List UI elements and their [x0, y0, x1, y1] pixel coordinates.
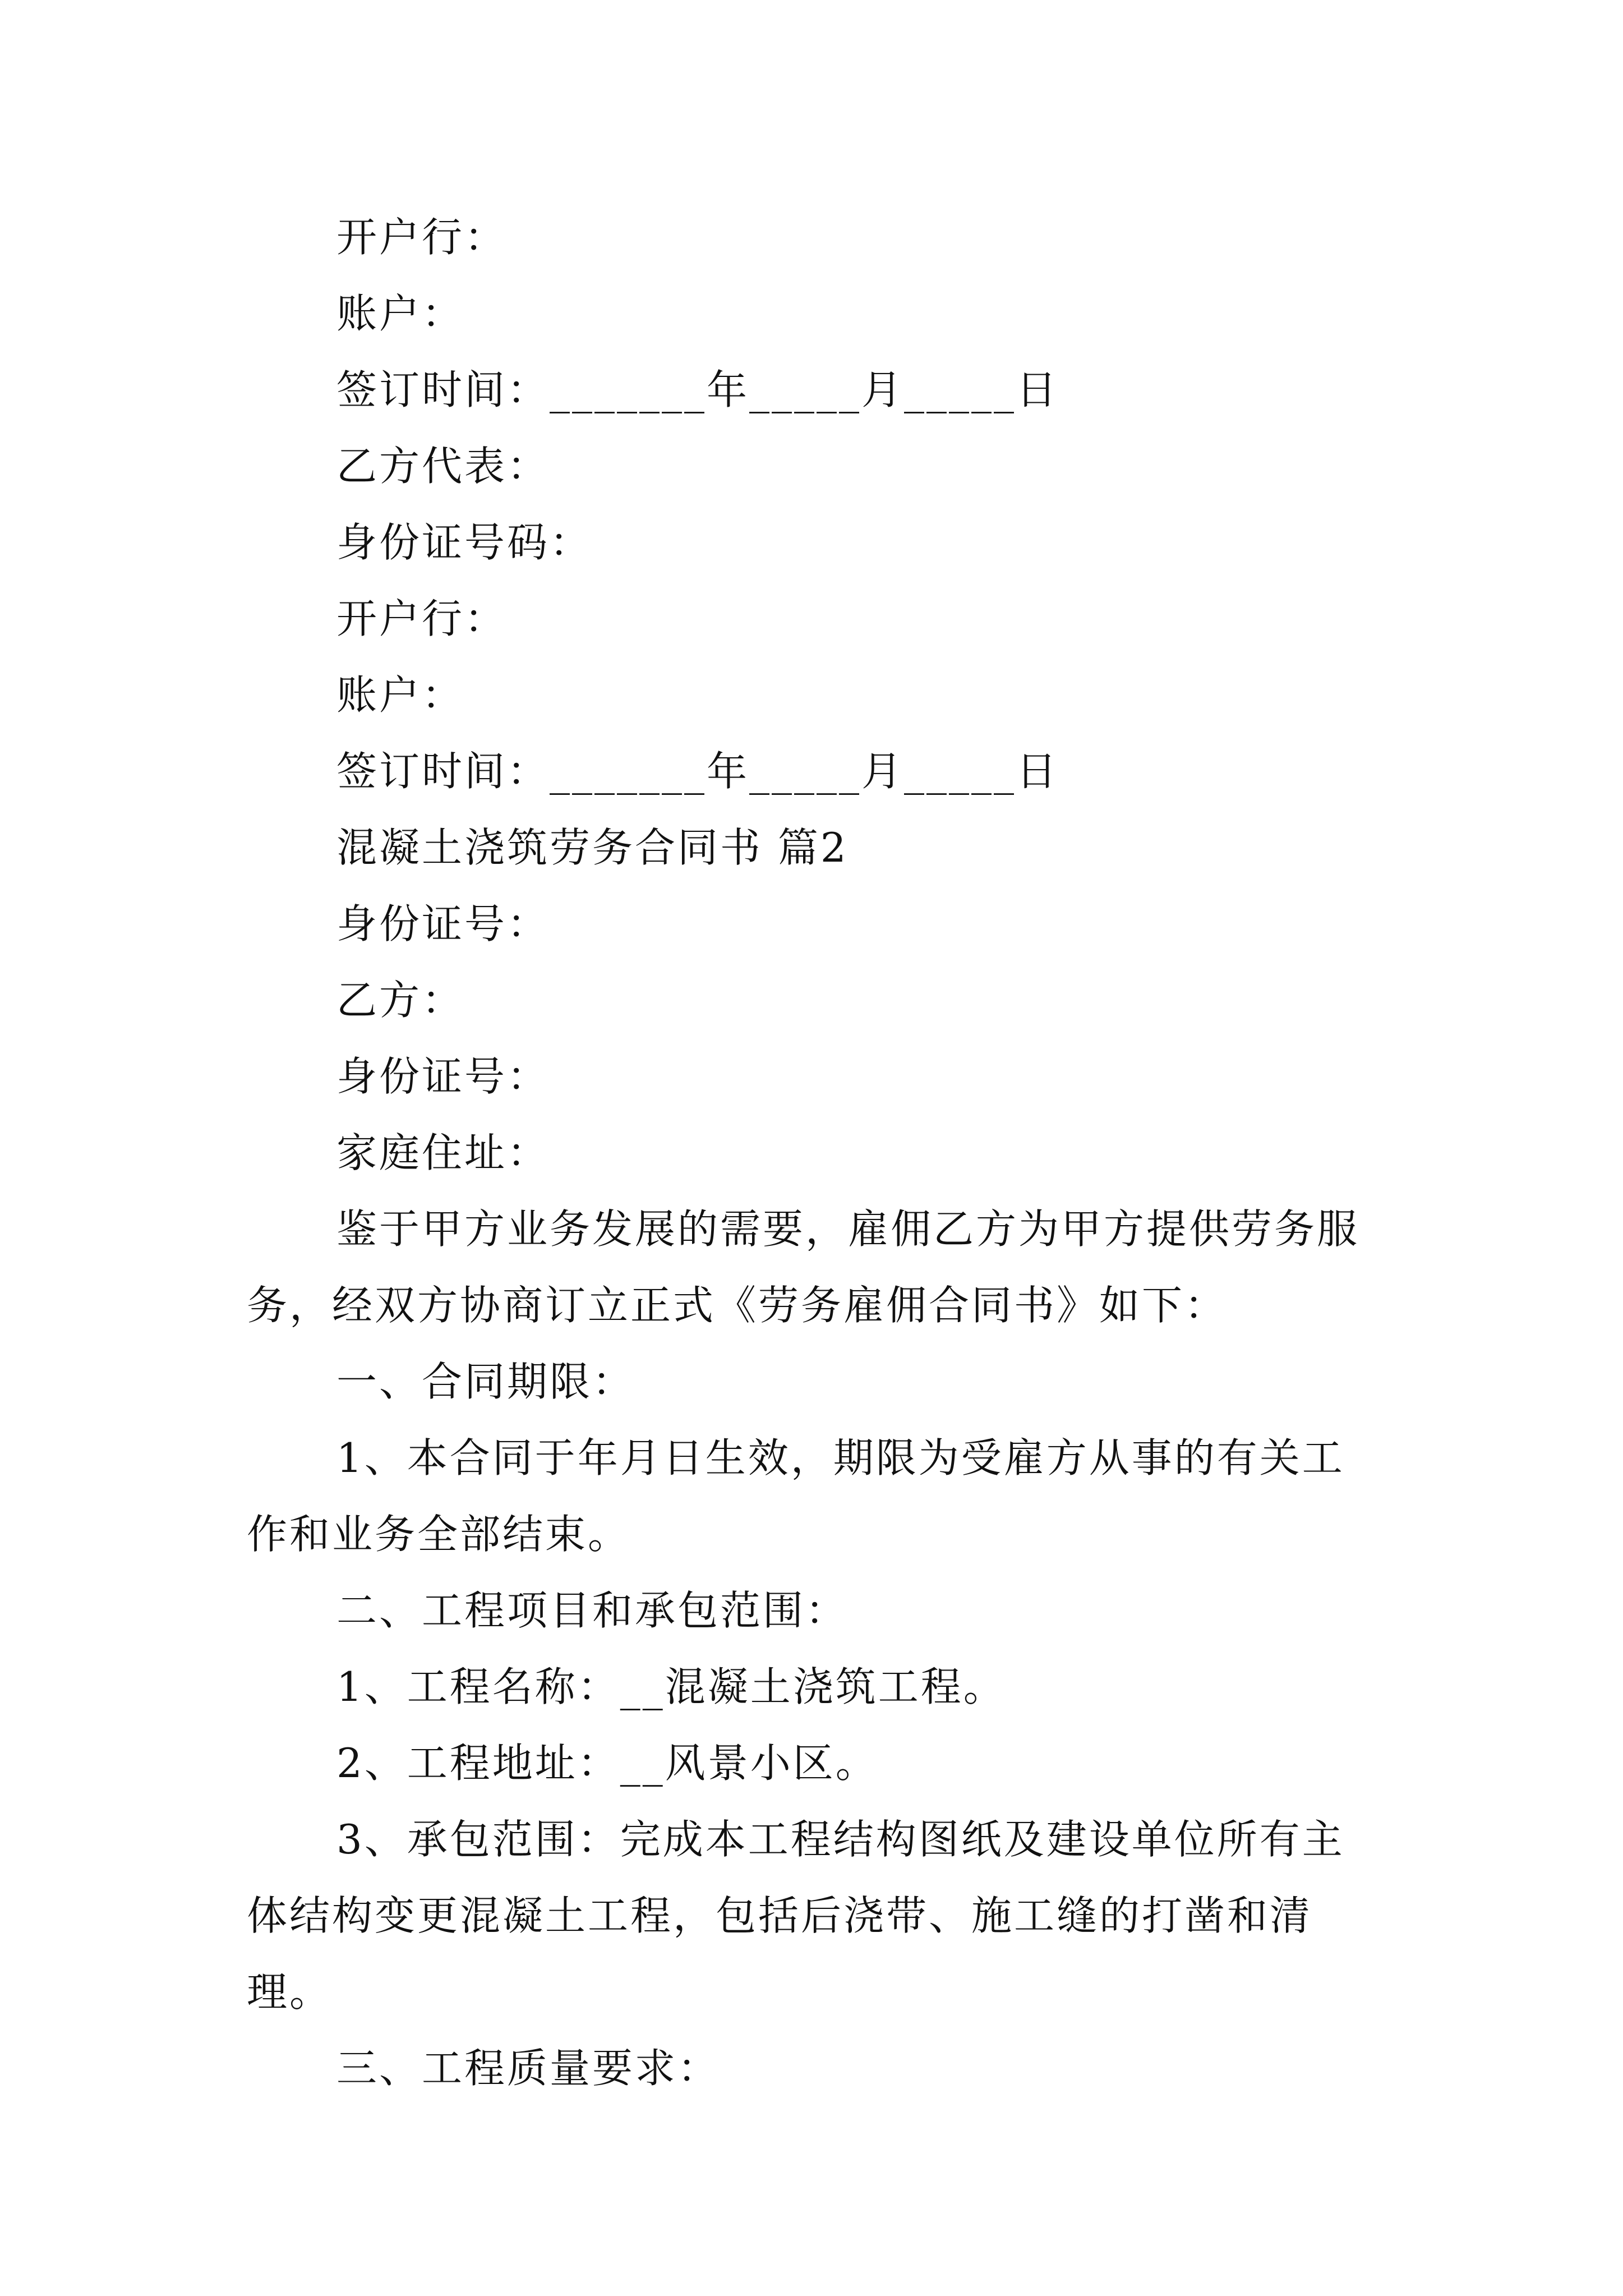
intro-paragraph [247, 1191, 1391, 1343]
id-number-label: 身份证号码： [336, 519, 593, 566]
id-label: 身份证号： [336, 900, 550, 947]
bank-label: 开户行： [336, 214, 508, 261]
signing-date-line: 签订时间：_______年_____月_____日 [336, 366, 1059, 413]
section-2-item-2: 2、工程地址：__风景小区。 [336, 1740, 878, 1787]
section-2-item-3-line-1: 3、承包范围：完成本工程结构图纸及建设单位所有主 [336, 1816, 1345, 1863]
section-3-title: 三、工程质量要求： [336, 2045, 721, 2092]
signing-date-line-2: 签订时间：_______年_____月_____日 [336, 748, 1059, 795]
section-1-item-1-line-1: 1、本合同于年月日生效，期限为受雇方从事的有关工 [336, 1434, 1345, 1481]
bank-label-2: 开户行： [336, 595, 508, 642]
home-address-label: 家庭住址： [336, 1129, 550, 1176]
section-1-item-1 [247, 1420, 1391, 1572]
section-2-item-3 [247, 1801, 1391, 2030]
section-2-item-3-line-2: 体结构变更混凝土工程，包括后浇带、施工缝的打凿和清理。 [247, 1892, 1313, 2016]
section-2-title: 二、工程项目和承包范围： [336, 1587, 849, 1634]
section-1-item-1-line-2: 作和业务全部结束。 [247, 1511, 631, 1558]
intro-line-2: 务，经双方协商订立正式《劳务雇佣合同书》如下： [247, 1282, 1228, 1329]
intro-line-1: 鉴于甲方业务发展的需要，雇佣乙方为甲方提供劳务服 [336, 1205, 1360, 1253]
id-label-2: 身份证号： [336, 1053, 550, 1100]
account-label: 账户： [336, 290, 465, 337]
account-label-2: 账户： [336, 671, 465, 719]
party-b-label: 乙方： [336, 977, 465, 1024]
section-2-item-1: 1、工程名称：__混凝土浇筑工程。 [336, 1663, 1006, 1710]
document-body [247, 199, 1391, 2106]
party-b-representative-label: 乙方代表： [336, 443, 550, 490]
contract-title: 混凝土浇筑劳务合同书 篇2 [336, 824, 849, 871]
section-1-title: 一、合同期限： [336, 1358, 635, 1405]
